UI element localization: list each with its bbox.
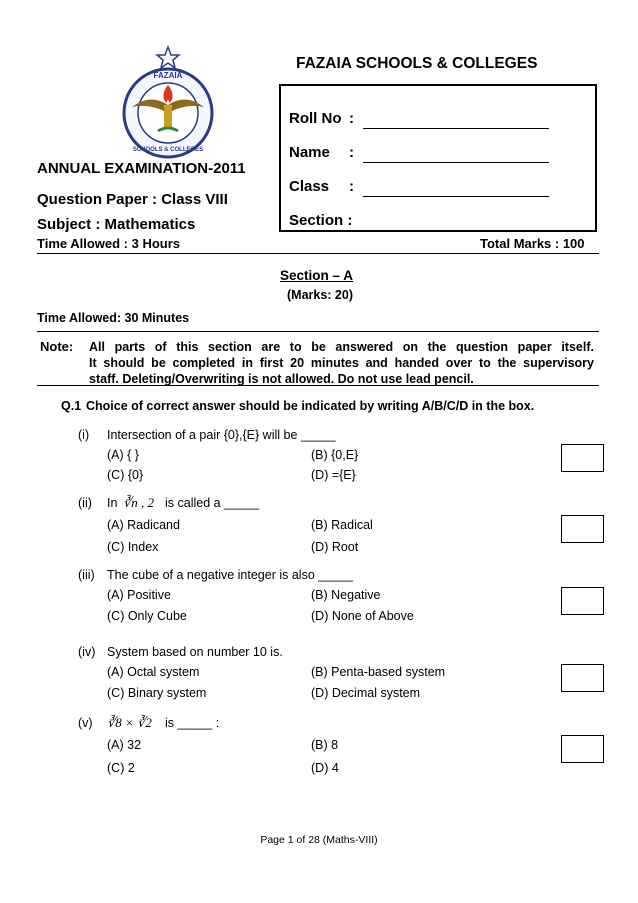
logo-text: FAZAIA xyxy=(153,71,183,80)
roll-no-field[interactable] xyxy=(363,110,549,129)
page-footer: Page 1 of 28 (Maths-VIII) xyxy=(260,834,378,846)
paper-class: Question Paper : Class VIII xyxy=(37,191,228,208)
option-a: (A) 32 xyxy=(107,738,142,752)
option-d: (D) 4 xyxy=(311,761,339,775)
note-bottom-rule xyxy=(37,385,599,386)
student-id-box xyxy=(279,84,597,232)
roll-no-colon: : xyxy=(349,110,354,127)
note-text xyxy=(89,339,594,387)
section-title: Section – A xyxy=(280,268,354,283)
answer-box[interactable] xyxy=(561,587,604,615)
option-c: (C) Binary system xyxy=(107,686,207,700)
question-instruction: Choice of correct answer should be indicated by writing A/B/C/D in the box. xyxy=(86,399,535,413)
item-stem: System based on number 10 is. xyxy=(107,645,283,659)
item-math: ∛n , 2 xyxy=(123,495,155,510)
option-a: (A) Octal system xyxy=(107,665,200,679)
class-field[interactable] xyxy=(363,178,549,197)
item-stem: The cube of a negative integer is also _____ xyxy=(107,568,354,582)
header-divider xyxy=(37,253,599,254)
answer-box[interactable] xyxy=(561,735,604,763)
option-b: (B) Radical xyxy=(311,518,373,532)
roll-no-label: Roll No xyxy=(289,110,342,127)
item-stem: Intersection of a pair {0},{E} will be _____ xyxy=(107,428,336,442)
option-c: (C) 2 xyxy=(107,761,135,775)
exam-title: ANNUAL EXAMINATION-2011 xyxy=(37,160,246,177)
note-label: Note: xyxy=(40,339,74,354)
option-d: (D) None of Above xyxy=(311,609,414,623)
logo-ring-text: SCHOOLS & COLLEGES xyxy=(132,147,204,153)
subject: Subject : Mathematics xyxy=(37,216,196,233)
note-line: It should be completed in first 20 minutes and handed over to the supervisory xyxy=(89,356,594,370)
name-label: Name xyxy=(289,144,330,161)
class-label: Class xyxy=(289,178,330,195)
time-allowed: Time Allowed : 3 Hours xyxy=(37,236,181,251)
item-number: (i) xyxy=(78,428,90,442)
section-time: Time Allowed: 30 Minutes xyxy=(37,311,190,325)
option-d: (D) Decimal system xyxy=(311,686,421,700)
item-stem-prefix: In xyxy=(107,496,118,510)
item-number: (v) xyxy=(78,716,93,730)
answer-box[interactable] xyxy=(561,515,604,543)
question-number: Q.1 xyxy=(61,399,82,413)
option-b: (B) Negative xyxy=(311,588,381,602)
option-b: (B) {0,E} xyxy=(311,448,359,462)
option-c: (C) Index xyxy=(107,540,159,554)
item-number: (iii) xyxy=(78,568,95,582)
note-line: All parts of this section are to be answered on the question paper itself. xyxy=(89,340,594,354)
item-stem-suffix: is _____ : xyxy=(165,716,220,730)
name-field[interactable] xyxy=(363,144,549,163)
note-line: staff. Deleting/Overwriting is not allowed. Do not use lead pencil. xyxy=(89,372,474,386)
option-d: (D) ={E} xyxy=(311,468,356,482)
class-colon: : xyxy=(349,178,354,195)
answer-box[interactable] xyxy=(561,664,604,692)
item-math: ∛8 × ∛2 xyxy=(107,715,152,730)
option-a: (A) Radicand xyxy=(107,518,180,532)
item-number: (ii) xyxy=(78,496,92,510)
option-c: (C) Only Cube xyxy=(107,609,187,623)
org-name: FAZAIA SCHOOLS & COLLEGES xyxy=(296,55,538,72)
option-a: (A) { } xyxy=(107,448,139,462)
option-a: (A) Positive xyxy=(107,588,171,602)
total-marks: Total Marks : 100 xyxy=(480,236,585,251)
note-top-rule xyxy=(37,331,599,332)
option-d: (D) Root xyxy=(311,540,359,554)
section-marks: (Marks: 20) xyxy=(287,288,353,302)
school-crest-logo xyxy=(112,45,224,165)
option-b: (B) Penta-based system xyxy=(311,665,446,679)
section-field[interactable] xyxy=(363,212,549,231)
item-stem-suffix: is called a _____ xyxy=(165,496,259,510)
answer-box[interactable] xyxy=(561,444,604,472)
option-c: (C) {0} xyxy=(107,468,144,482)
item-number: (iv) xyxy=(78,645,96,659)
section-label: Section : xyxy=(289,212,353,229)
option-b: (B) 8 xyxy=(311,738,339,752)
name-colon: : xyxy=(349,144,354,161)
